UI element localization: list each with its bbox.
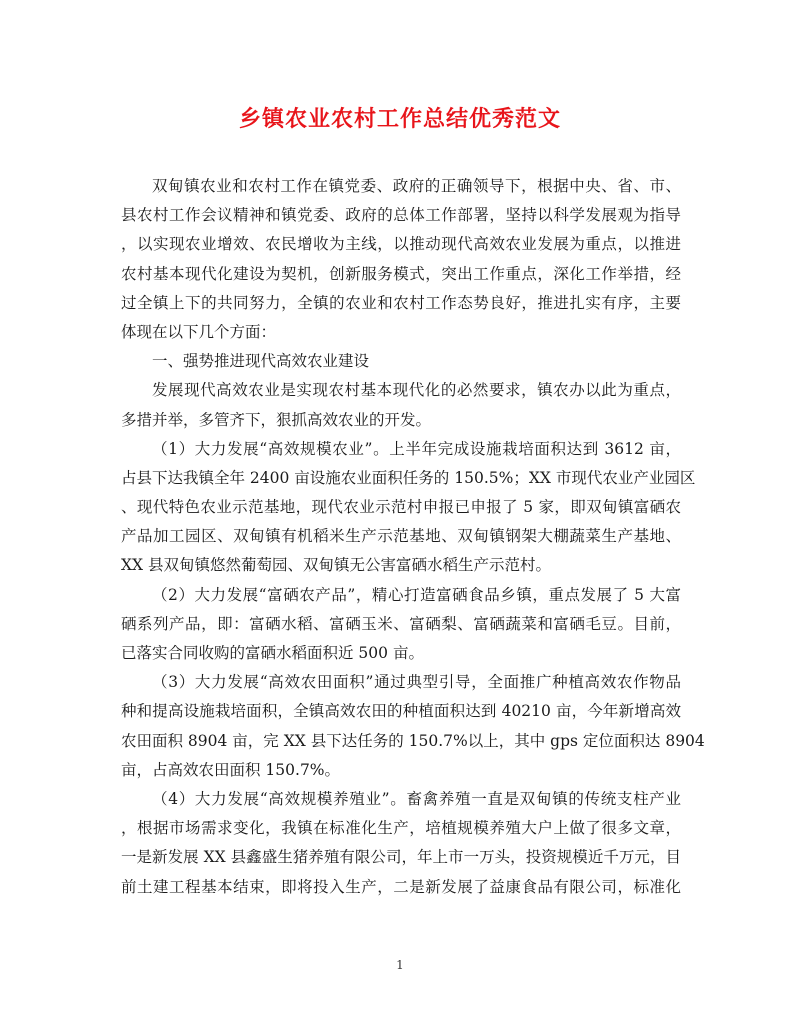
paragraph-line: 一是新发展 XX 县鑫盛生猪养殖有限公司，年上市一万头，投资规模近千万元，目 — [121, 848, 681, 867]
paragraph-line: 农村基本现代化建设为契机，创新服务模式，突出工作重点，深化工作举措，经 — [121, 264, 681, 283]
section-heading: 一、强势推进现代高效农业建设 — [152, 352, 370, 371]
paragraph-line: 县农村工作会议精神和镇党委、政府的总体工作部署，坚持以科学发展观为指导 — [121, 206, 681, 225]
paragraph-line: 前土建工程基本结束，即将投入生产，二是新发展了益康食品有限公司，标准化 — [121, 877, 681, 896]
paragraph-line: （2）大力发展“富硒农产品”，精心打造富硒食品乡镇，重点发展了 5 大富 — [152, 585, 681, 604]
paragraph-line: 产品加工园区、双甸镇有机稻米生产示范基地、双甸镇钢架大棚蔬菜生产基地、 — [121, 527, 681, 546]
paragraph-line: 双甸镇农业和农村工作在镇党委、政府的正确领导下，根据中央、省、市、 — [152, 177, 681, 195]
paragraph-line: ，根据市场需求变化，我镇在标准化生产，培植规模养殖大户上做了很多文章， — [121, 819, 681, 838]
paragraph-line: ，以实现农业增效、农民增收为主线，以推动现代高效农业发展为重点，以推进 — [121, 235, 681, 254]
document-body — [121, 172, 705, 902]
paragraph-line: 、现代特色农业示范基地，现代农业示范村申报已申报了 5 家，即双甸镇富硒农 — [121, 498, 681, 517]
paragraph-line: 体现在以下几个方面： — [121, 322, 277, 341]
paragraph-line: 多措并举，多管齐下，狠抓高效农业的开发。 — [121, 410, 432, 429]
paragraph-line: （3）大力发展“高效农田面积”通过典型引导，全面推广种植高效农作物品 — [152, 673, 681, 692]
paragraph-line: 占县下达我镇全年 2400 亩设施农业面积任务的 150.5%；XX 市现代农业产业园区 — [121, 468, 696, 487]
paragraph-line: 已落实合同收购的富硒水稻面积近 500 亩。 — [121, 644, 424, 662]
paragraph-line: 过全镇上下的共同努力，全镇的农业和农村工作态势良好，推进扎实有序，主要 — [121, 293, 681, 312]
paragraph-line: 农田面积 8904 亩，完 XX 县下达任务的 150.7%以上，其中 gps 定位面积达 8904 — [121, 731, 705, 750]
paragraph-line: 发展现代高效农业是实现农村基本现代化的必然要求，镇农办以此为重点， — [152, 381, 681, 400]
paragraph-line: XX 县双甸镇悠然葡萄园、双甸镇无公害富硒水稻生产示范村。 — [121, 556, 551, 575]
paragraph-line: （4）大力发展“高效规模养殖业”。畜禽养殖一直是双甸镇的传统支柱产业 — [152, 789, 681, 808]
paragraph-line: 亩，占高效农田面积 150.7%。 — [121, 760, 341, 779]
document-title: 乡镇农业农村工作总结优秀范文 — [238, 106, 561, 132]
page-number: 1 — [396, 958, 404, 972]
paragraph-line: 硒系列产品，即：富硒水稻、富硒玉米、富硒梨、富硒蔬菜和富硒毛豆。目前， — [121, 614, 681, 633]
paragraph-line: 种和提高设施栽培面积，全镇高效农田的种植面积达到 40210 亩，今年新增高效 — [121, 702, 681, 721]
paragraph-line: （1）大力发展“高效规模农业”。上半年完成设施栽培面积达到 3612 亩， — [152, 439, 681, 458]
